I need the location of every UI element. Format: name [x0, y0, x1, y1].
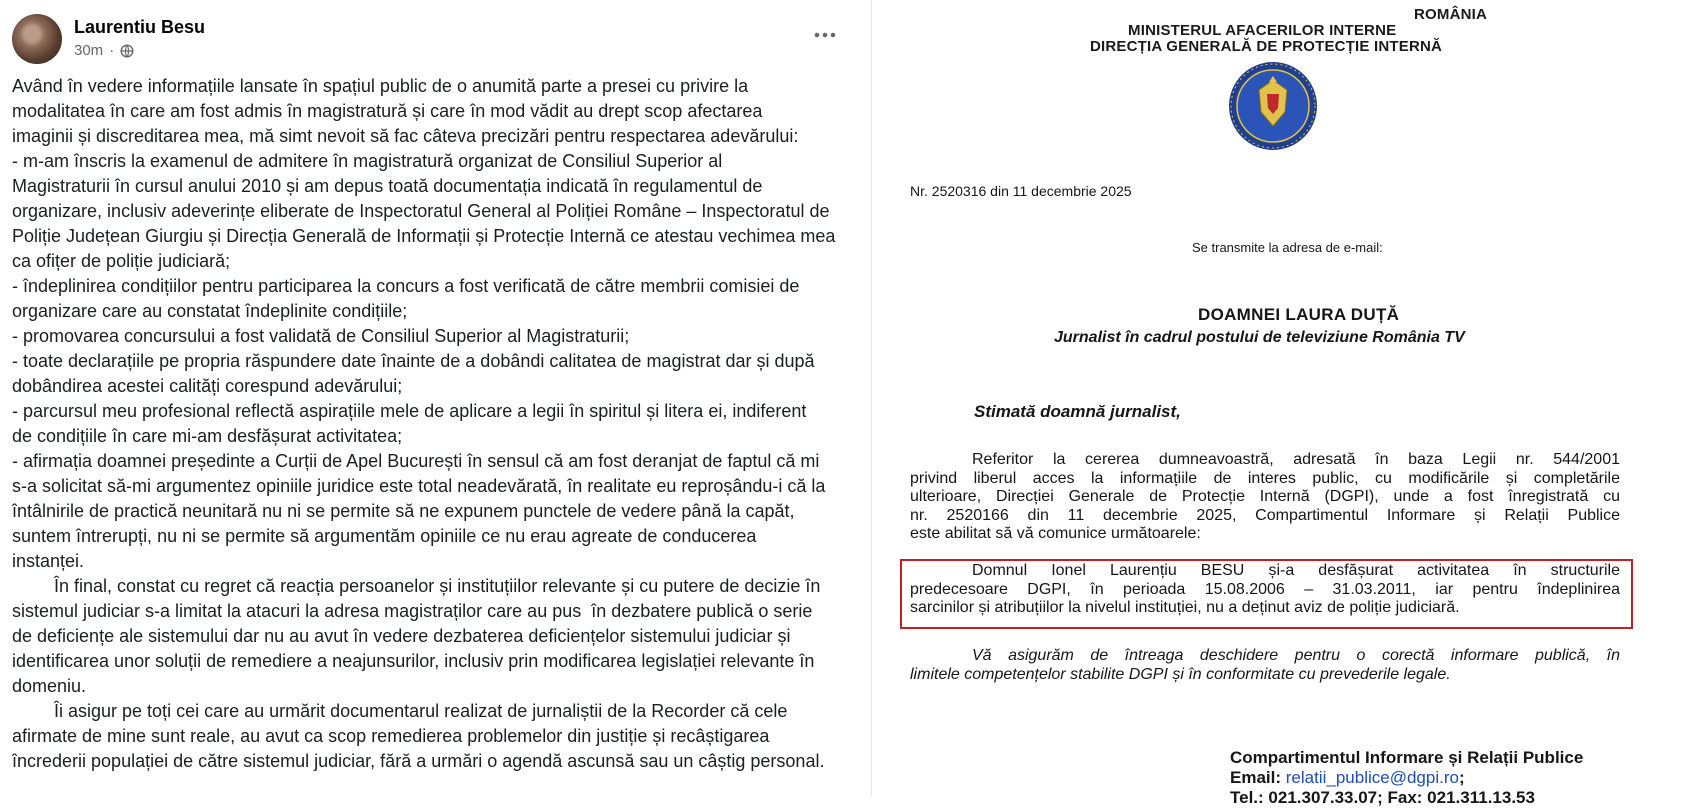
avatar[interactable] [12, 14, 62, 64]
post-line: organizare, inclusiv adeverințe eliberate de Inspectoratul General al Poliției Române – Inspectoratul de [12, 201, 830, 221]
post-line: organizare care au constatat îndeplinite condițiile; [12, 301, 408, 321]
post-line: - parcursul meu profesional reflectă aspirațiile mele de aplicare a legii în spiritul și litera ei, indiferent [12, 401, 807, 421]
dgpi-emblem-icon [1227, 60, 1319, 152]
post-line: Magistraturii în cursul anului 2010 și am depus toată documentația indicată în regulamentul de [12, 176, 763, 196]
post-line: ca ofițer de poliție judiciară; [12, 251, 231, 271]
post-line: - m-am înscris la examenul de admitere în magistratură organizat de Consiliul Superior al [12, 151, 723, 171]
doc-closing-paragraph [910, 647, 1620, 684]
doc-line: Domnul Ionel Laurențiu BESU și-a desfășurat activitatea în structurile [972, 562, 1620, 579]
post-line: s-a solicitat să-mi argumentez opiniile juridice este total neadevărată, în realitate eu reproșându-i că la [12, 476, 826, 496]
doc-line: privind liberul acces la informațiile de interes public, cu modificările și completările [910, 469, 1620, 487]
doc-contact-email-label: Email: [1230, 768, 1282, 787]
more-options-button[interactable] [806, 16, 844, 54]
doc-line: predecesoare DGPI, în perioada 15.08.2006 – 31.03.2011, iar pentru îndeplinirea [910, 580, 1620, 598]
doc-header-direction: DIRECȚIA GENERALĂ DE PROTECȚIE INTERNĂ [1090, 38, 1443, 55]
post-line: - îndeplinirea condițiilor pentru participarea la concurs a fost verificată de către membrii comisiei de [12, 276, 800, 296]
doc-line: nr. 2520166 din 11 decembrie 2025, Compartimentul Informare și Relații Publice [910, 506, 1620, 524]
globe-icon[interactable] [120, 44, 134, 58]
doc-line: sarcinilor și atribuțiilor la nivelul instituției, nu a deținut aviz de poliție judiciară. [910, 599, 1460, 617]
doc-salutation: Stimată doamnă jurnalist, [974, 402, 1181, 421]
post-text [12, 74, 860, 786]
time-separator: · [109, 42, 115, 59]
post-line: dobândirea acestei calități corespund adevărului; [12, 376, 403, 396]
doc-contact-department: Compartimentul Informare și Relații Publice [1230, 748, 1584, 767]
post-line: încrederii populației de către sistemul judiciar, fără a urmări o agendă ascunsă sau un câștig personal. [12, 751, 825, 771]
post-line: imaginii și discreditarea mea, mă simt nevoit să fac câteva precizări pentru respectarea adevărului: [12, 126, 799, 146]
post-time[interactable]: 30m [74, 42, 104, 59]
post-line: instanței. [12, 551, 85, 571]
doc-contact-email-line [1230, 768, 1583, 788]
doc-contact-block [1230, 748, 1584, 807]
post-meta [74, 42, 134, 59]
post-line: - toate declarațiile pe propria răspundere date înainte de a dobândi calitatea de magistrat dar și după [12, 351, 815, 371]
post-header [12, 14, 852, 70]
doc-line: este abilitat să vă comunice următoarele: [910, 525, 1201, 543]
post-line: - promovarea concursului a fost validată de Consiliul Superior al Magistraturii; [12, 326, 630, 346]
doc-recipient-title: Jurnalist în cadrul postului de televiziune România TV [1054, 329, 1465, 346]
doc-line: Referitor la cererea dumneavoastră, adresată în baza Legii nr. 544/2001 [972, 451, 1620, 468]
more-horizontal-icon [814, 31, 836, 39]
post-line: modalitatea în care am fost admis în magistratură și care în mod vădit au drept scop afectarea [12, 101, 763, 121]
post-line: Poliție Județean Giurgiu și Direcția Generală de Informații și Protecție Internă ce atestau vechimea mea [12, 226, 836, 246]
post-line: suntem întrerupți, nu ni se permite să argumentăm opiniile ce nu erau agreate de conducerea [12, 526, 757, 546]
post-line: sistemul judiciar s-a limitat la atacuri la adresa magistraților care au pus în dezbatere publică o serie [12, 601, 813, 621]
doc-contact-email-link[interactable]: relatii_publice@dgpi.ro [1285, 768, 1459, 787]
post-line: identificarea unor soluții de remediere a neajunsurilor, inclusiv prin modificarea legislației relevante în [12, 651, 815, 671]
doc-line: Vă asigurăm de întreaga deschidere pentru o corectă informare publică, în [972, 647, 1620, 664]
doc-request-paragraph [910, 451, 1620, 544]
post-line: afirmate de mine sunt reale, au avut ca scop remedierea problemelor din justiție și recâștigarea [12, 726, 770, 746]
post-line: domeniu. [12, 676, 87, 696]
doc-header-ministry: MINISTERUL AFACERILOR INTERNE [1128, 22, 1397, 39]
post-line: - afirmația doamnei președinte a Curții de Apel București în sensul că am fost deranjat de faptul că mi [12, 451, 820, 471]
post-line: întâlnirile de practică neunitară nu ni se permite să ne expunem punctele de vedere până la capăt, [12, 501, 795, 521]
doc-contact-phone: Tel.: 021.307.33.07; Fax: 021.311.13.53 [1230, 788, 1535, 807]
post-line: În final, constat cu regret că reacția persoanelor și instituțiilor relevante și cu putere de decizie în [54, 576, 821, 596]
author-name[interactable]: Laurentiu Besu [74, 17, 206, 37]
doc-recipient-name: DOAMNEI LAURA DUȚĂ [1198, 305, 1400, 324]
doc-line: limitele competențelor stabilite DGPI și în conformitate cu prevederile legale. [910, 665, 1451, 683]
doc-transmit-line: Se transmite la adresa de e-mail: [1192, 240, 1383, 255]
doc-finding-paragraph [910, 562, 1620, 618]
post-line: Îi asigur pe toți cei care au urmărit documentarul realizat de jurnaliștii de la Recorder că cele [54, 701, 788, 721]
post-line: de condițiile în care mi-am desfășurat activitatea; [12, 426, 403, 446]
post-line: Având în vedere informațiile lansate în spațiul public de o anumită parte a presei cu privire la [12, 76, 749, 96]
doc-contact-email-suffix: ; [1458, 768, 1465, 787]
doc-line: ulterioare, Direcției Generale de Protecție Internă (DGPI), unde a fost înregistrată cu [910, 488, 1620, 506]
doc-registration-number: Nr. 2520316 din 11 decembrie 2025 [910, 183, 1132, 199]
official-document-image [874, 0, 1703, 807]
doc-header-country: ROMÂNIA [1414, 6, 1488, 23]
post-line: de deficiențe ale sistemului dar nu au avut în vedere dezbaterea deficiențelor sistemului judiciar și [12, 626, 791, 646]
